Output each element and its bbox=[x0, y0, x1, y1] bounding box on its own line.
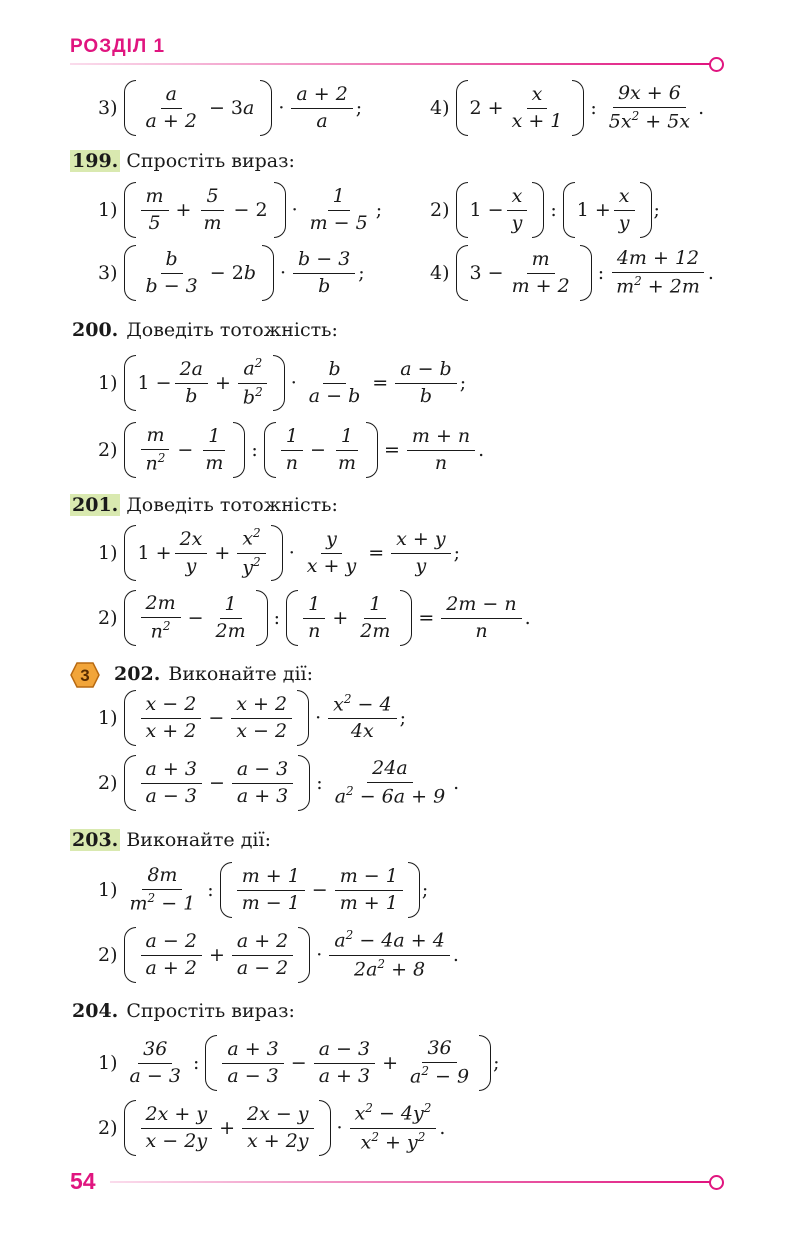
task-number: 204. bbox=[72, 1000, 119, 1022]
level-3-icon bbox=[70, 662, 100, 688]
expression-198-3: 3) $\frac{a}{a + 2}$ − 3a · $\frac{a + 2}{a}$ ; bbox=[98, 80, 362, 136]
footer-rule bbox=[110, 1181, 710, 1183]
task-number: 199. bbox=[72, 150, 119, 172]
header-rule bbox=[70, 63, 710, 65]
task-text: Доведіть тотожність: bbox=[126, 494, 338, 516]
svg-text:3: 3 bbox=[80, 666, 90, 685]
task-203-heading bbox=[70, 829, 271, 851]
expression-204-1: 1) $\frac{36}{a - 3}$ : $\frac{a + 3}{a - 3}$ − $\frac{a - 3}{a + 3}$ + $\frac{36}{a^2 - 9}$ ; bbox=[98, 1035, 500, 1091]
task-text: Виконайте дії: bbox=[168, 663, 314, 685]
header-rule-end-icon bbox=[709, 57, 724, 72]
task-number: 200. bbox=[72, 319, 119, 341]
task-number: 203. bbox=[72, 829, 119, 851]
footer-rule-end-icon bbox=[709, 1175, 724, 1190]
expression-200-1: 1) 1 − $\frac{2a}{b}$ + $\frac{a^2}{b^2}$ · $\frac{b}{a - b}$ = $\frac{a - b}{b}$ ; bbox=[98, 355, 466, 411]
expression-198-4: 4) 2 + $\frac{x}{x + 1}$ : $\frac{9x + 6}{5x^2 + 5x}$ . bbox=[430, 80, 704, 136]
task-199-heading bbox=[70, 150, 295, 172]
task-text: Виконайте дії: bbox=[126, 829, 271, 851]
task-201-heading bbox=[70, 494, 338, 516]
expression-203-2: 2) $\frac{a - 2}{a + 2}$ + $\frac{a + 2}{a - 2}$ · $\frac{a^2 - 4a + 4}{2a^2 + 8}$ . bbox=[98, 927, 459, 983]
task-200-heading bbox=[70, 319, 338, 341]
expression-201-2: 2) $\frac{2m}{n^2}$ − $\frac{1}{2m}$ : $\frac{1}{n}$ + $\frac{1}{2m}$ = $\frac{2m - n}{n}$ . bbox=[98, 590, 531, 646]
section-title: РОЗДІЛ 1 bbox=[70, 36, 166, 57]
expression-199-4: 4) 3 − $\frac{m}{m + 2}$ : $\frac{4m + 12}{m^2 + 2m}$ . bbox=[430, 245, 714, 301]
task-number: 202. bbox=[114, 663, 161, 685]
task-text: Доведіть тотожність: bbox=[126, 319, 338, 341]
expression-199-1: 1) $\frac{m}{5}$ + $\frac{5}{m}$ − 2 · $\frac{1}{m - 5}$ ; bbox=[98, 182, 382, 238]
task-text: Спростіть вираз: bbox=[126, 1000, 295, 1022]
expression-203-1: 1) $\frac{8m}{m^2 - 1}$ : $\frac{m + 1}{m - 1}$ − $\frac{m - 1}{m + 1}$ ; bbox=[98, 862, 428, 918]
task-204-heading bbox=[70, 1000, 295, 1022]
expression-202-1: 1) $\frac{x - 2}{x + 2}$ − $\frac{x + 2}{x - 2}$ · $\frac{x^2 - 4}{4x}$ ; bbox=[98, 690, 406, 746]
expression-199-3: 3) $\frac{b}{b - 3}$ − 2b · $\frac{b - 3}{b}$ ; bbox=[98, 245, 365, 301]
expression-200-2: 2) $\frac{m}{n^2}$ − $\frac{1}{m}$ : $\frac{1}{n}$ − $\frac{1}{m}$ = $\frac{m + n}{n}$ . bbox=[98, 422, 484, 478]
task-text: Спростіть вираз: bbox=[126, 150, 295, 172]
expression-204-2: 2) $\frac{2x + y}{x - 2y}$ + $\frac{2x - y}{x + 2y}$ · $\frac{x^2 - 4y^2}{x^2 + y^2}$ . bbox=[98, 1100, 445, 1156]
expression-201-1: 1) 1 + $\frac{2x}{y}$ + $\frac{x^2}{y^2}$ · $\frac{y}{x + y}$ = $\frac{x + y}{y}$ ; bbox=[98, 525, 460, 581]
expression-202-2: 2) $\frac{a + 3}{a - 3}$ − $\frac{a - 3}{a + 3}$ : $\frac{24a}{a^2 - 6a + 9}$ . bbox=[98, 755, 459, 811]
task-202-heading bbox=[70, 662, 313, 688]
expression-199-2: 2) 1 − $\frac{x}{y}$ : 1 + $\frac{x}{y}$ ; bbox=[430, 182, 660, 238]
task-number: 201. bbox=[72, 494, 119, 516]
page-number: 54 bbox=[70, 1168, 96, 1194]
